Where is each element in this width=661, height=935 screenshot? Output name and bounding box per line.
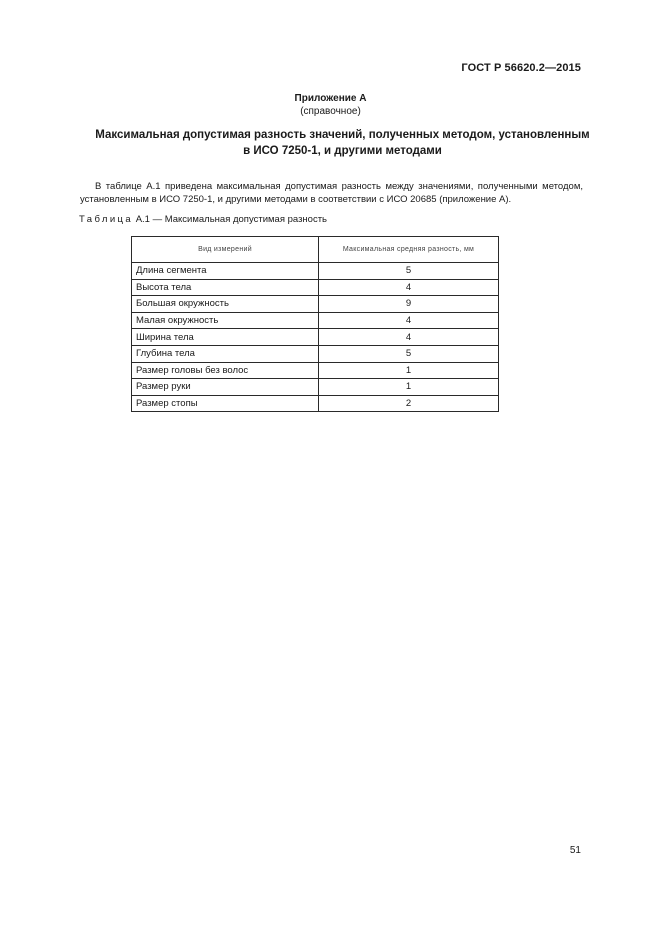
table-row <box>132 395 499 412</box>
measurement-name: Размер руки <box>132 379 319 396</box>
measurement-value: 4 <box>319 329 499 346</box>
body-paragraph: В таблице А.1 приведена максимальная допустимая разность между значениями, полученными методом, установленным в ИСО 7250-1, и другими методами в соответствии с ИСО 20685 (приложение А). <box>80 181 583 205</box>
measurement-name: Ширина тела <box>132 329 319 346</box>
table-row <box>132 296 499 313</box>
measurement-value: 5 <box>319 345 499 362</box>
table-caption <box>79 214 327 225</box>
measurement-value: 5 <box>319 263 499 280</box>
measurement-name: Большая окружность <box>132 296 319 313</box>
column-header-max-difference: Максимальная средняя разность, мм <box>319 237 499 263</box>
measurement-value: 2 <box>319 395 499 412</box>
measurement-value: 9 <box>319 296 499 313</box>
annex-type: (справочное) <box>300 106 361 117</box>
measurement-value: 4 <box>319 312 499 329</box>
measurement-name: Малая окружность <box>132 312 319 329</box>
table-header-row <box>132 237 499 263</box>
measurement-value: 1 <box>319 379 499 396</box>
table-caption-prefix: Таблица <box>79 214 134 225</box>
annex-title: Приложение А <box>294 93 367 104</box>
measurement-name: Глубина тела <box>132 345 319 362</box>
table-row <box>132 312 499 329</box>
table-row <box>132 362 499 379</box>
measurement-value: 1 <box>319 362 499 379</box>
table-caption-text: А.1 — Максимальная допустимая разность <box>133 214 328 225</box>
table-row <box>132 263 499 280</box>
measurement-name: Длина сегмента <box>132 263 319 280</box>
measurement-name: Размер головы без волос <box>132 362 319 379</box>
measurement-name: Высота тела <box>132 279 319 296</box>
measurement-name: Размер стопы <box>132 395 319 412</box>
section-title-line-1: Максимальная допустимая разность значений, полученных методом, установленным <box>95 129 590 141</box>
table-row <box>132 345 499 362</box>
measurement-table <box>131 236 499 412</box>
measurement-value: 4 <box>319 279 499 296</box>
column-header-measurement-type: Вид измерений <box>132 237 319 263</box>
document-code: ГОСТ Р 56620.2—2015 <box>461 62 581 74</box>
table-row <box>132 379 499 396</box>
table-row <box>132 329 499 346</box>
page-number: 51 <box>569 845 581 856</box>
table-row <box>132 279 499 296</box>
annex-heading <box>0 92 661 118</box>
section-title <box>60 127 625 159</box>
section-title-line-2: в ИСО 7250-1, и другими методами <box>243 145 442 157</box>
